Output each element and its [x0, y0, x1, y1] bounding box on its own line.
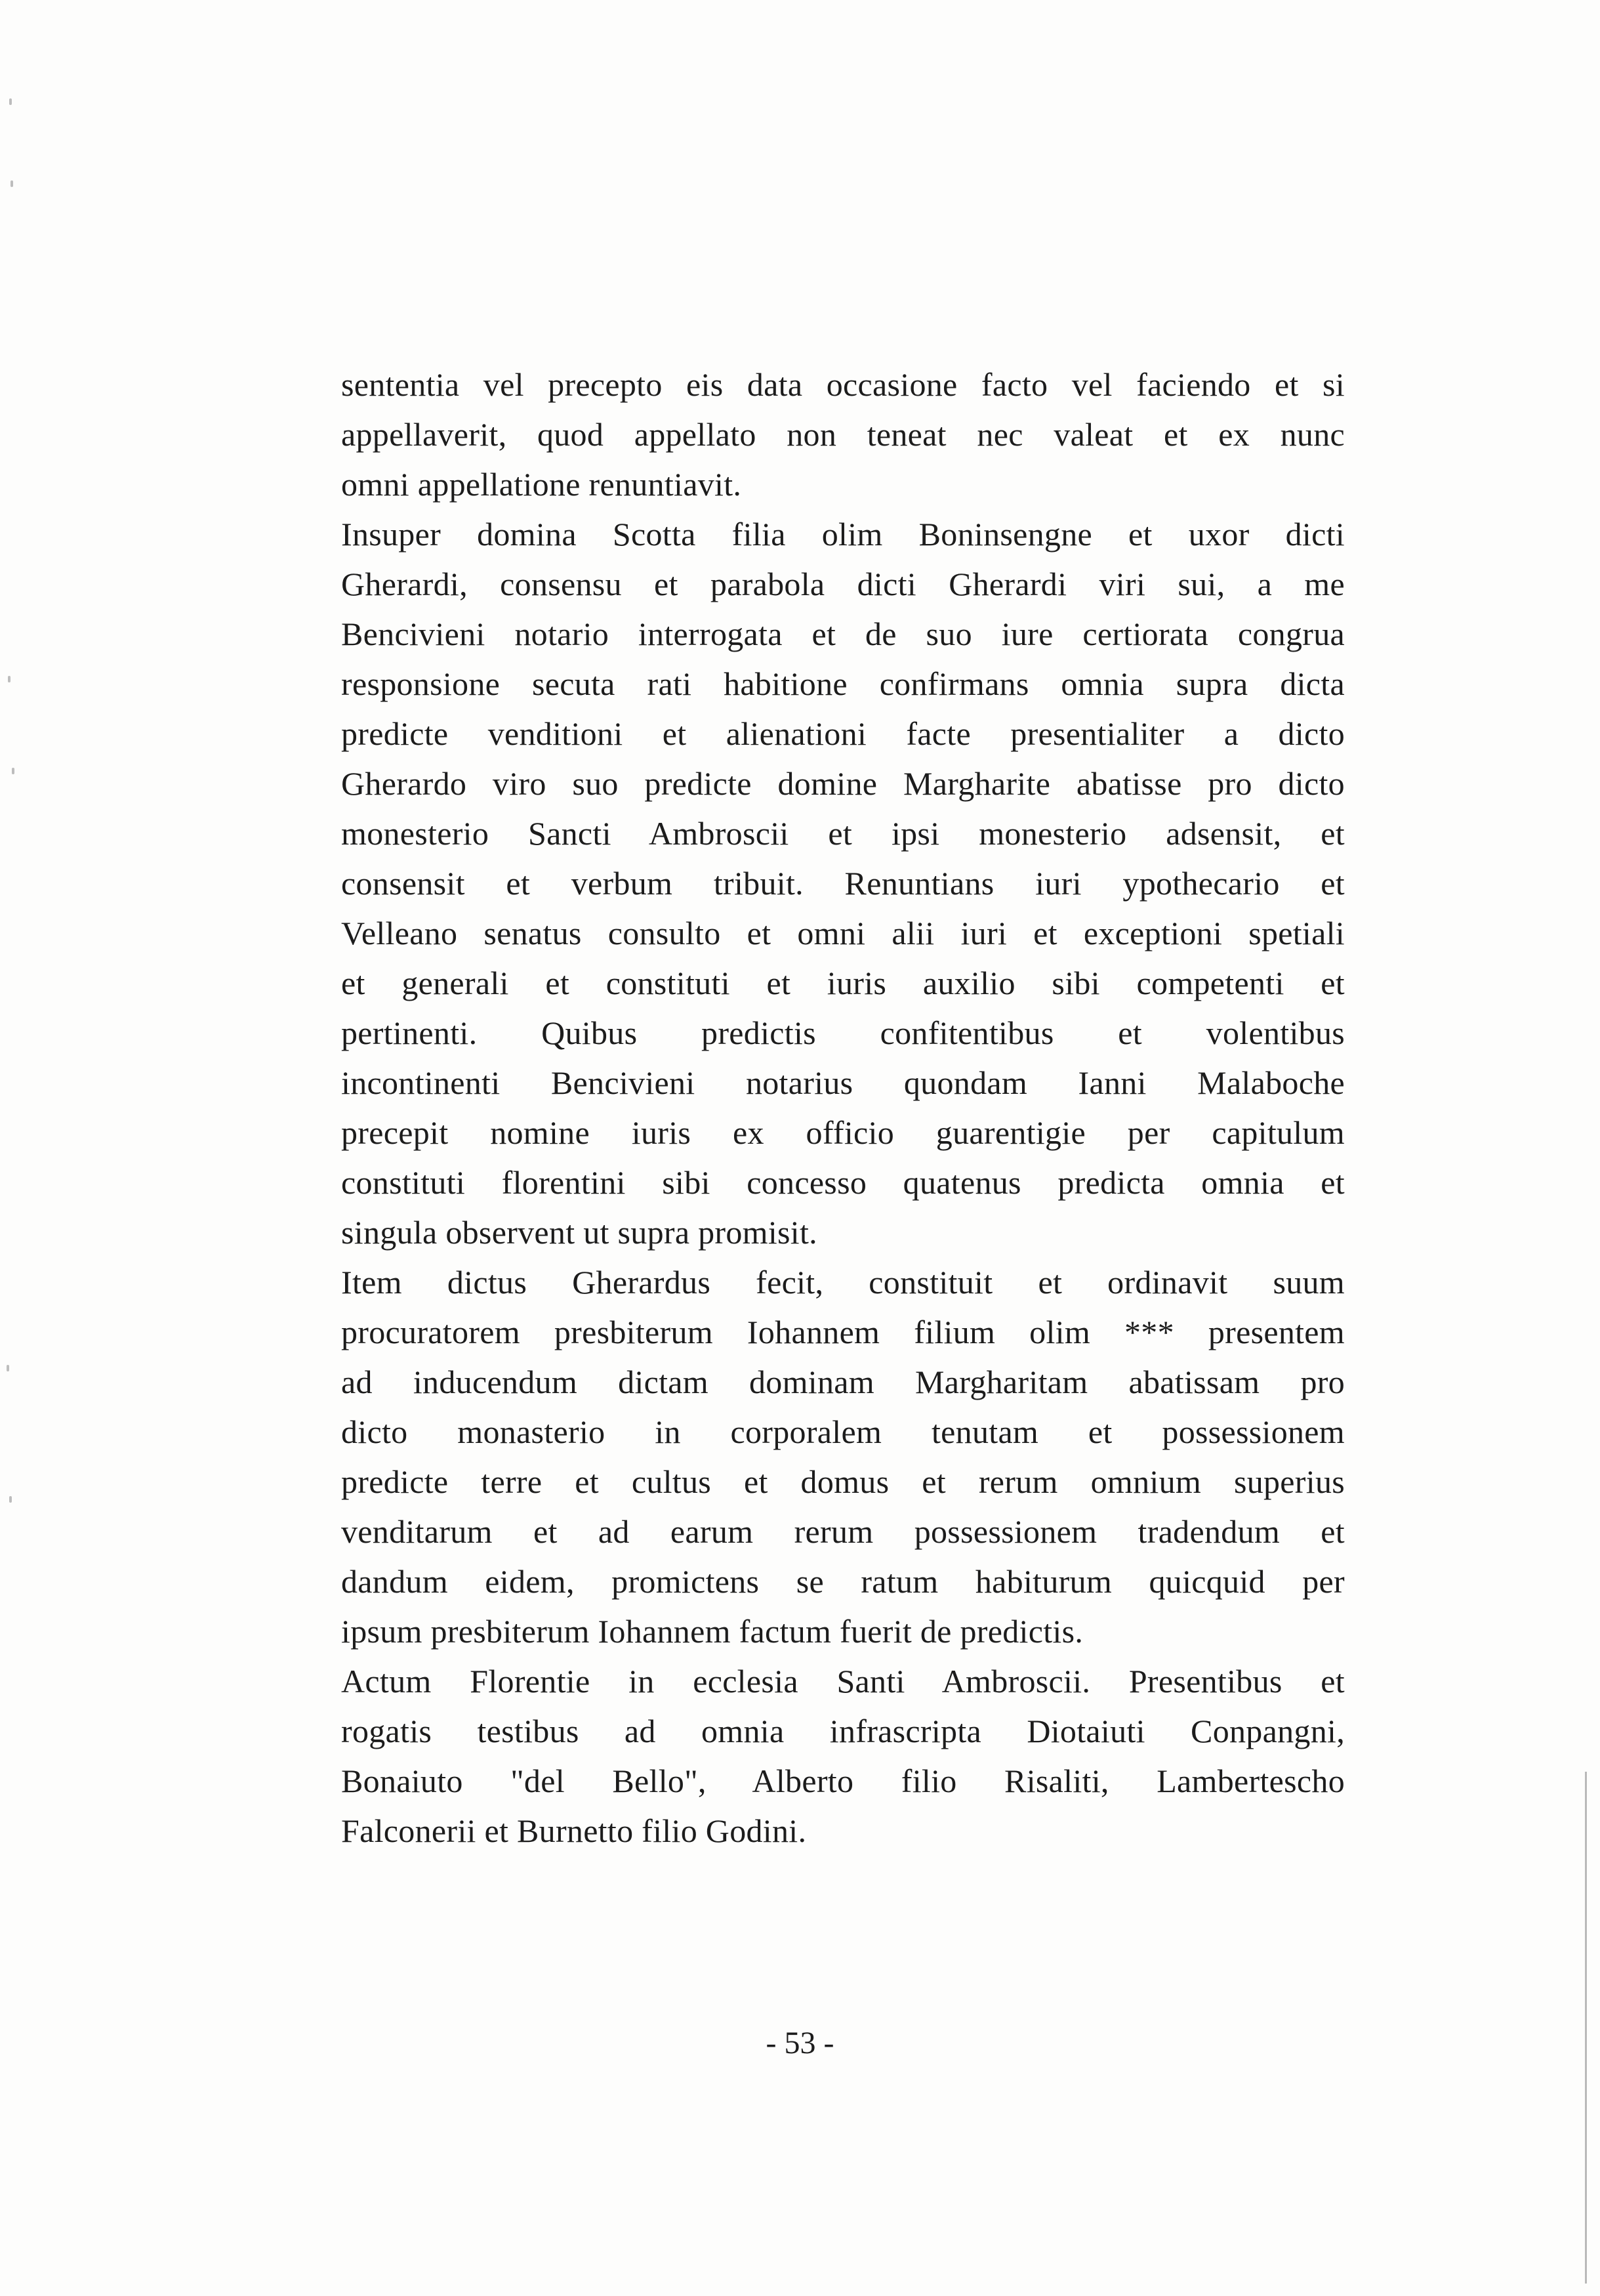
text-line: appellaverit, quod appellato non teneat nec valeat et ex nunc	[341, 416, 1345, 453]
text-line: consensit et verbum tribuit. Renuntians iuri ypothecario et	[341, 865, 1345, 902]
page-number: - 53 -	[766, 2026, 834, 2060]
text-line: responsione secuta rati habitione confirmans omnia supra dicta	[341, 665, 1345, 702]
text-line: Actum Florentie in ecclesia Santi Ambroscii. Presentibus et	[341, 1663, 1345, 1700]
text-line: Gherardi, consensu et parabola dicti Gherardi viri sui, a me	[341, 566, 1345, 602]
text-line: Velleano senatus consulto et omni alii iuri et exceptioni spetiali	[341, 915, 1345, 951]
text-line: precepit nomine iuris ex officio guarentigie per capitulum	[341, 1114, 1345, 1151]
text-line: venditarum et ad earum rerum possessionem tradendum et	[341, 1513, 1345, 1550]
text-line: procuratorem presbiterum Iohannem filium olim *** presentem	[341, 1314, 1345, 1350]
text-line: Bencivieni notario interrogata et de suo iure certiorata congrua	[341, 616, 1345, 652]
text-line: dandum eidem, promictens se ratum habiturum quicquid per	[341, 1563, 1345, 1600]
text-line: predicte terre et cultus et domus et rerum omnium superius	[341, 1463, 1345, 1500]
text-line: et generali et constituti et iuris auxilio sibi competenti et	[341, 965, 1345, 1001]
text-line: pertinenti. Quibus predictis confitentibus et volentibus	[341, 1014, 1345, 1051]
text-line: rogatis testibus ad omnia infrascripta Diotaiuti Conpangni,	[341, 1713, 1345, 1749]
scan-speck	[10, 180, 13, 187]
text-line: sententia vel precepto eis data occasione facto vel faciendo et si	[341, 366, 1345, 403]
text-line: Insuper domina Scotta filia olim Boninsengne et uxor dicti	[341, 516, 1345, 553]
text-line: Item dictus Gherardus fecit, constituit et ordinavit suum	[341, 1264, 1345, 1301]
text-line: Gherardo viro suo predicte domine Margharite abatisse pro dicto	[341, 765, 1345, 802]
text-line: dicto monasterio in corporalem tenutam et possessionem	[341, 1413, 1345, 1450]
scan-speck	[12, 768, 14, 774]
text-line: Falconerii et Burnetto filio Godini.	[341, 1812, 807, 1849]
text-line: omni appellatione renuntiavit.	[341, 466, 742, 503]
text-line: monesterio Sancti Ambroscii et ipsi monesterio adsensit, et	[341, 815, 1345, 852]
text-line: Bonaiuto "del Bello", Alberto filio Risaliti, Lambertescho	[341, 1763, 1345, 1799]
scan-speck	[7, 1365, 9, 1371]
text-line: constituti florentini sibi concesso quatenus predicta omnia et	[341, 1164, 1345, 1201]
text-line: predicte venditioni et alienationi facte presentialiter a dicto	[341, 715, 1345, 752]
text-line: incontinenti Bencivieni notarius quondam Ianni Malaboche	[341, 1064, 1345, 1101]
scan-speck	[9, 98, 12, 105]
text-line: ipsum presbiterum Iohannem factum fuerit de predictis.	[341, 1613, 1084, 1650]
text-line: singula observent ut supra promisit.	[341, 1214, 817, 1251]
scan-speck	[8, 676, 10, 682]
text-line: ad inducendum dictam dominam Margharitam abatissam pro	[341, 1364, 1345, 1400]
scan-speck	[9, 1496, 12, 1503]
body-text	[341, 360, 1345, 1856]
